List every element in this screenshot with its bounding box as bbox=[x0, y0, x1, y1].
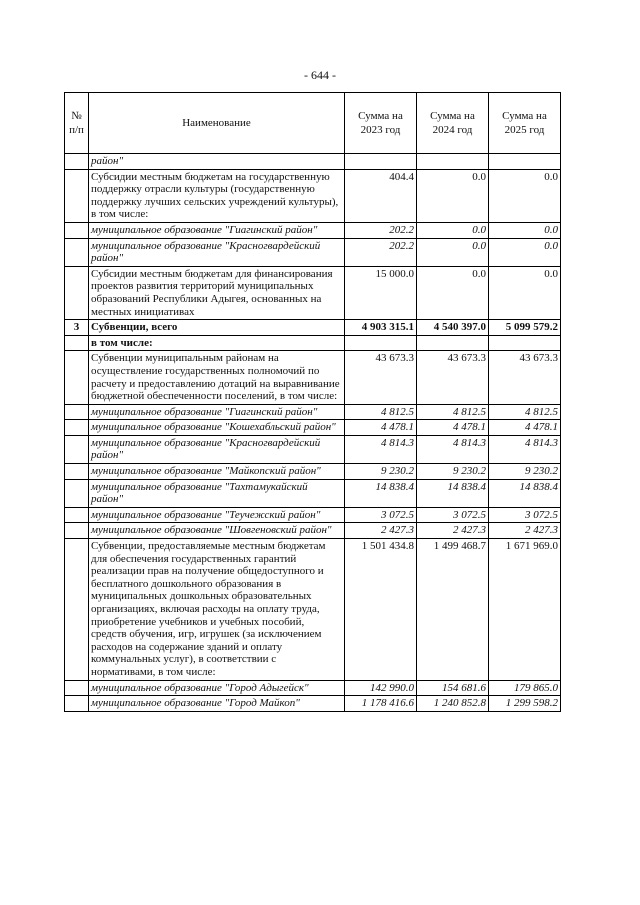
table-row bbox=[65, 507, 561, 523]
row-number bbox=[65, 680, 89, 696]
amount-2025: 4 814.3 bbox=[489, 435, 561, 463]
amount-2023: 142 990.0 bbox=[345, 680, 417, 696]
amount-2025: 9 230.2 bbox=[489, 464, 561, 480]
amount-2025: 0.0 bbox=[489, 266, 561, 319]
header-2024: Сумма на 2024 год bbox=[417, 93, 489, 154]
row-name: муниципальное образование "Гиагинский район" bbox=[89, 404, 345, 420]
row-name: муниципальное образование "Гиагинский район" bbox=[89, 222, 345, 238]
amount-2025: 1 671 969.0 bbox=[489, 539, 561, 681]
amount-2023: 4 478.1 bbox=[345, 420, 417, 436]
row-name: муниципальное образование "Город Майкоп" bbox=[89, 696, 345, 712]
row-name: муниципальное образование "Шовгеновский район" bbox=[89, 523, 345, 539]
row-number bbox=[65, 479, 89, 507]
row-number bbox=[65, 404, 89, 420]
table-row bbox=[65, 335, 561, 351]
amount-2024: 4 814.3 bbox=[417, 435, 489, 463]
amount-2023: 3 072.5 bbox=[345, 507, 417, 523]
table-row bbox=[65, 435, 561, 463]
header-2023: Сумма на 2023 год bbox=[345, 93, 417, 154]
amount-2025: 0.0 bbox=[489, 238, 561, 266]
table-row bbox=[65, 479, 561, 507]
amount-2023: 15 000.0 bbox=[345, 266, 417, 319]
amount-2025: 4 478.1 bbox=[489, 420, 561, 436]
amount-2024 bbox=[417, 154, 489, 170]
row-name: Субвенции, всего bbox=[89, 320, 345, 336]
amount-2025 bbox=[489, 154, 561, 170]
table-row bbox=[65, 539, 561, 681]
amount-2023: 2 427.3 bbox=[345, 523, 417, 539]
table-row bbox=[65, 351, 561, 404]
row-name: муниципальное образование "Майкопский район" bbox=[89, 464, 345, 480]
amount-2023: 1 178 416.6 bbox=[345, 696, 417, 712]
row-number bbox=[65, 420, 89, 436]
page-number: - 644 - bbox=[304, 68, 336, 82]
row-name: муниципальное образование "Кошехабльский район" bbox=[89, 420, 345, 436]
table-row bbox=[65, 696, 561, 712]
table-row bbox=[65, 266, 561, 319]
row-number: 3 bbox=[65, 320, 89, 336]
row-number bbox=[65, 464, 89, 480]
amount-2023: 1 501 434.8 bbox=[345, 539, 417, 681]
amount-2025: 43 673.3 bbox=[489, 351, 561, 404]
row-number bbox=[65, 507, 89, 523]
row-name: Субсидии местным бюджетам на государственную поддержку отрасли культуры (государственную поддержку лучших сельских учреждений культуры), в том числе: bbox=[89, 169, 345, 222]
amount-2024: 43 673.3 bbox=[417, 351, 489, 404]
table-row bbox=[65, 154, 561, 170]
row-name: в том числе: bbox=[89, 335, 345, 351]
row-number bbox=[65, 435, 89, 463]
row-number bbox=[65, 222, 89, 238]
budget-table bbox=[64, 92, 561, 712]
row-name: муниципальное образование "Тахтамукайский район" bbox=[89, 479, 345, 507]
row-name: муниципальное образование "Красногвардейский район" bbox=[89, 238, 345, 266]
row-name: муниципальное образование "Город Адыгейск" bbox=[89, 680, 345, 696]
amount-2025: 179 865.0 bbox=[489, 680, 561, 696]
amount-2025: 0.0 bbox=[489, 169, 561, 222]
table-row bbox=[65, 320, 561, 336]
amount-2025: 0.0 bbox=[489, 222, 561, 238]
amount-2024: 0.0 bbox=[417, 238, 489, 266]
amount-2023 bbox=[345, 335, 417, 351]
row-number bbox=[65, 266, 89, 319]
row-number bbox=[65, 335, 89, 351]
amount-2025: 3 072.5 bbox=[489, 507, 561, 523]
amount-2024: 4 812.5 bbox=[417, 404, 489, 420]
row-name: муниципальное образование "Красногвардейский район" bbox=[89, 435, 345, 463]
amount-2024: 0.0 bbox=[417, 266, 489, 319]
amount-2023: 404.4 bbox=[345, 169, 417, 222]
amount-2023: 202.2 bbox=[345, 222, 417, 238]
row-name: район" bbox=[89, 154, 345, 170]
amount-2025: 14 838.4 bbox=[489, 479, 561, 507]
table-row bbox=[65, 680, 561, 696]
row-name: муниципальное образование "Теучежский район" bbox=[89, 507, 345, 523]
amount-2023: 43 673.3 bbox=[345, 351, 417, 404]
amount-2025: 5 099 579.2 bbox=[489, 320, 561, 336]
table-header-row bbox=[65, 93, 561, 154]
amount-2024: 0.0 bbox=[417, 222, 489, 238]
row-number bbox=[65, 696, 89, 712]
header-name: Наименование bbox=[89, 93, 345, 154]
table-row bbox=[65, 238, 561, 266]
amount-2024: 3 072.5 bbox=[417, 507, 489, 523]
amount-2023 bbox=[345, 154, 417, 170]
row-number bbox=[65, 539, 89, 681]
row-number bbox=[65, 238, 89, 266]
row-name: Субсидии местным бюджетам для финансирования проектов развития территорий муниципальных образований Республики Адыгея, основанных на местных инициативах bbox=[89, 266, 345, 319]
table-body bbox=[65, 154, 561, 712]
amount-2024: 154 681.6 bbox=[417, 680, 489, 696]
header-2025: Сумма на 2025 год bbox=[489, 93, 561, 154]
row-number bbox=[65, 154, 89, 170]
table-row bbox=[65, 464, 561, 480]
table-row bbox=[65, 404, 561, 420]
table-row bbox=[65, 420, 561, 436]
amount-2024: 9 230.2 bbox=[417, 464, 489, 480]
table-row bbox=[65, 523, 561, 539]
row-number bbox=[65, 351, 89, 404]
row-name: Субвенции, предоставляемые местным бюджетам для обеспечения государственных гарантий реализации прав на получение общедоступного и бесплатного дошкольного образования в муниципальных дошкольных образовательных организациях, включая расходы на оплату труда, приобретение учебников и учебных пособий, средств обучения, игр, игрушек (за исключением расходов на содержание зданий и оплату коммунальных услуг), в соответствии с нормативами, в том числе: bbox=[89, 539, 345, 681]
amount-2024: 14 838.4 bbox=[417, 479, 489, 507]
amount-2024: 0.0 bbox=[417, 169, 489, 222]
amount-2024: 1 240 852.8 bbox=[417, 696, 489, 712]
amount-2024: 2 427.3 bbox=[417, 523, 489, 539]
amount-2023: 4 812.5 bbox=[345, 404, 417, 420]
table-row bbox=[65, 169, 561, 222]
row-number bbox=[65, 169, 89, 222]
amount-2024: 4 478.1 bbox=[417, 420, 489, 436]
amount-2023: 4 903 315.1 bbox=[345, 320, 417, 336]
amount-2024 bbox=[417, 335, 489, 351]
amount-2024: 4 540 397.0 bbox=[417, 320, 489, 336]
amount-2025 bbox=[489, 335, 561, 351]
row-name: Субвенции муниципальным районам на осуществление государственных полномочий по расчету и предоставлению дотаций на выравнивание бюджетной обеспеченности поселений, в том числе: bbox=[89, 351, 345, 404]
amount-2025: 1 299 598.2 bbox=[489, 696, 561, 712]
amount-2023: 9 230.2 bbox=[345, 464, 417, 480]
amount-2023: 14 838.4 bbox=[345, 479, 417, 507]
amount-2024: 1 499 468.7 bbox=[417, 539, 489, 681]
amount-2023: 202.2 bbox=[345, 238, 417, 266]
row-number bbox=[65, 523, 89, 539]
amount-2025: 2 427.3 bbox=[489, 523, 561, 539]
header-num: № п/п bbox=[65, 93, 89, 154]
amount-2023: 4 814.3 bbox=[345, 435, 417, 463]
table-row bbox=[65, 222, 561, 238]
amount-2025: 4 812.5 bbox=[489, 404, 561, 420]
